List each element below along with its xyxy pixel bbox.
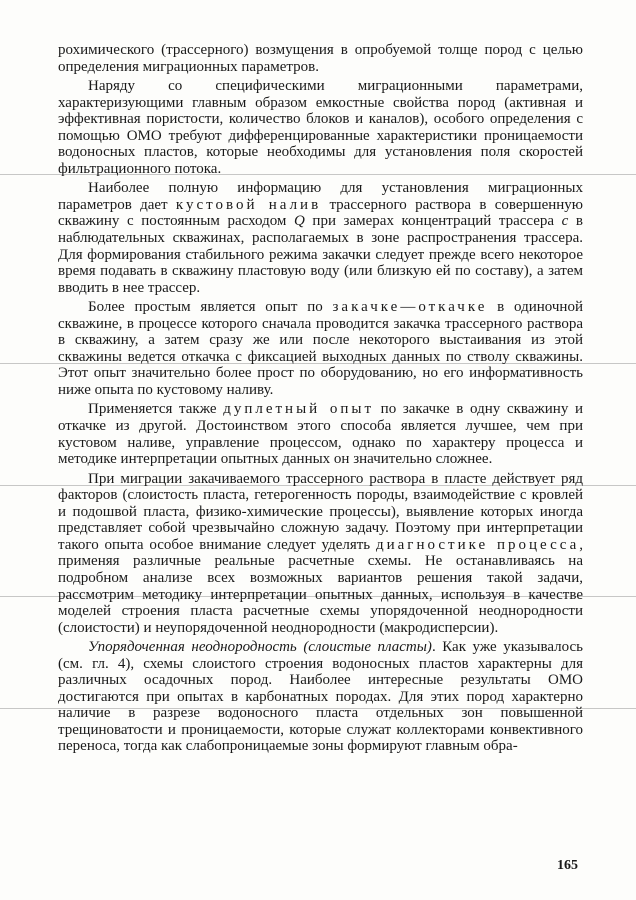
spaced-term: кустовой налив — [175, 196, 322, 213]
italic-term: Q — [294, 213, 305, 230]
text-run: , применяя различные реальные расчетные схемы. Не останавливаясь на подробном анализе всех возможных вариантов решения такой задачи, рассмотрим методику интерпретации опытных данных, используя в качестве моделей строения пласта расчетные схемы упорядоченной неоднородности (слоистости) и неупорядоченной неоднородности (макродисперсии). — [58, 536, 583, 636]
text-run: по закачке в одну скважину и откачке из другой. Достоинством этого способа является лучшее, чем при кустовом наливе, управление процессом, однако по характеру процесса и методике интерпретации опытных данных он значительно сложнее. — [58, 401, 583, 468]
text-run: Применяется также — [88, 401, 224, 418]
spaced-term: диагностике процесса — [375, 536, 580, 553]
paragraph — [58, 639, 583, 755]
text-run: в одиночной скважине, в процессе которого сначала проводится закачка трассерного раствора в скважину, а затем сразу же или после некоторого выстаивания из этой скважины ведется откачка с фиксацией выходных данных по стволу скважины. Этот опыт значительно более прост по оборудованию, но его информативность ниже опыта по кустовому наливу. — [58, 299, 583, 398]
text-run: Более простым является опыт по — [88, 299, 333, 316]
paragraph — [58, 471, 583, 636]
text-run: . Как уже указывалось (см. гл. 4), схемы слоистого строения водоносных пластов характерны для различных осадочных пород. Наиболее интересные результаты ОМО достигаются при опытах в карбонатных породах. Для этих пород характерно наличие в разрезе водоносного пласта отдельных зон повышенной трещиноватости и проницаемости, которые служат коллекторами конвективного переноса, тогда как слабопроницаемые зоны формируют главным обра- — [58, 639, 583, 755]
text-run: рохимического (трассерного) возмущения в опробуемой толще пород с целью определения миграционных параметров. — [58, 42, 583, 75]
text-run: при замерах концентраций трассера — [304, 213, 562, 230]
page-number: 165 — [557, 858, 578, 873]
text-run: При миграции закачиваемого трассерного раствора в пласте действует ряд факторов (слоистость пласта, гетерогенность породы, взаимодействие с кровлей и подошвой пласта, физико-химические процессы), выявление которых иногда представляет собой чрезвычайно сложную задачу. Поэтому при интерпретации такого опыта особое внимание следует уделять — [58, 470, 583, 553]
paragraph — [58, 180, 583, 296]
paragraph — [58, 299, 583, 398]
spaced-term: закачке—откачке — [332, 299, 488, 316]
body-text — [58, 42, 583, 758]
text-run: в наблюдательных скважинах, располагаемых в зоне распространения трассера. Для формирования стабильного режима закачки следует прежде всего некоторое время подавать в скважину пластовую воду (или близкую ей по составу), а затем вводить в нее трассер. — [58, 213, 583, 296]
text-run: Наиболее полную информацию для установления миграционных параметров дает — [58, 180, 583, 213]
spaced-term: дуплетный опыт — [223, 401, 375, 418]
italic-term: Упорядоченная неоднородность (слоистые пласты) — [88, 639, 432, 656]
text-run: Наряду со специфическими миграционными параметрами, характеризующими главным образом емкостные свойства пород (активная и эффективная пористости, количество блоков и каналов), особого определения с помощью ОМО требуют дифференцированные характеристики проницаемости водоносных пластов, которые необходимы для установления поля скоростей фильтрационного потока. — [58, 78, 583, 177]
paragraph — [58, 401, 583, 467]
paragraph — [58, 78, 583, 177]
italic-term: c — [561, 213, 569, 230]
paragraph — [58, 42, 583, 75]
text-run: трассерного раствора в совершенную скважину с постоянным расходом — [58, 196, 583, 230]
